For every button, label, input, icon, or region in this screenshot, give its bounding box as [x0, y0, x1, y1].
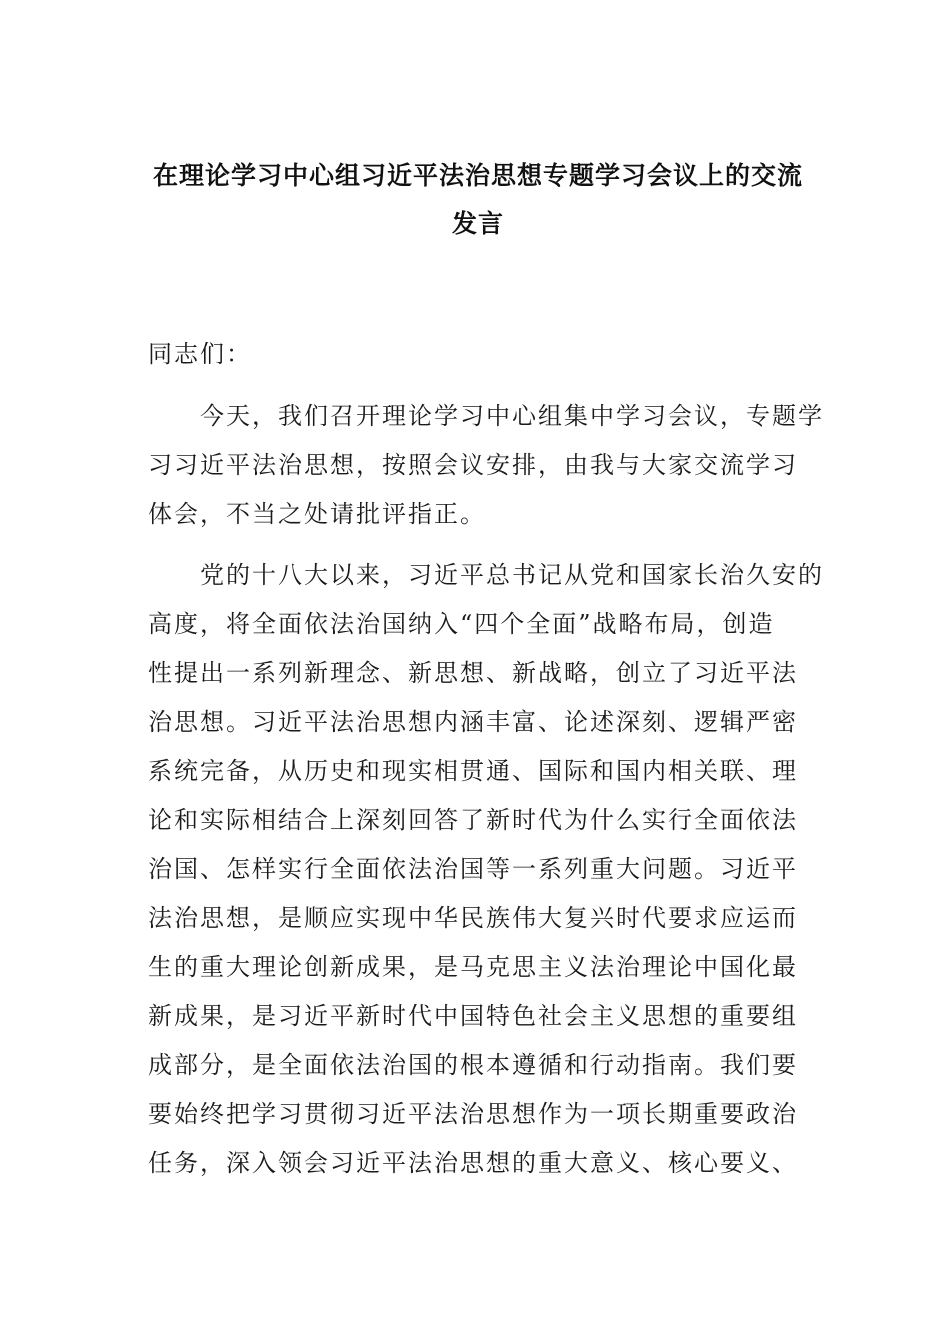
paragraph-line: 新成果，是习近平新时代中国特色社会主义思想的重要组 — [148, 1002, 798, 1030]
title-line-1: 在理论学习中心组习近平法治思想专题学习会议上的交流 — [152, 161, 803, 190]
paragraph-line: 党的十八大以来，习近平总书记从党和国家长治久安的 — [148, 561, 824, 589]
title-line-2: 发言 — [451, 209, 504, 238]
salutation: 同志们： — [148, 340, 252, 368]
paragraph-line: 法治思想，是顺应实现中华民族伟大复兴时代要求应运而 — [148, 904, 798, 932]
paragraph-line: 治国、怎样实行全面依法治国等一系列重大问题。习近平 — [148, 855, 798, 883]
paragraph-line: 要始终把学习贯彻习近平法治思想作为一项长期重要政治 — [148, 1100, 798, 1128]
paragraph-line: 生的重大理论创新成果，是马克思主义法治理论中国化最 — [148, 953, 798, 981]
paragraph-2 — [148, 551, 824, 1188]
paragraph-line: 治思想。习近平法治思想内涵丰富、论述深刻、逻辑严密 — [148, 708, 798, 736]
paragraph-line: 体会，不当之处请批评指正。 — [148, 500, 486, 528]
paragraph-line: 任务，深入领会习近平法治思想的重大意义、核心要义、 — [148, 1149, 798, 1177]
paragraph-line: 系统完备，从历史和现实相贯通、国际和国内相关联、理 — [148, 757, 798, 785]
paragraph-1 — [148, 392, 824, 539]
paragraph-line: 性提出一系列新理念、新思想、新战略，创立了习近平法 — [148, 659, 798, 687]
paragraph-line: 论和实际相结合上深刻回答了新时代为什么实行全面依法 — [148, 806, 798, 834]
document-body — [148, 330, 824, 1188]
document-title — [148, 152, 808, 248]
paragraph-line: 高度，将全面依法治国纳入“四个全面”战略布局，创造 — [148, 610, 775, 638]
paragraph-line: 习习近平法治思想，按照会议安排，由我与大家交流学习 — [148, 451, 798, 479]
paragraph-line: 成部分，是全面依法治国的根本遵循和行动指南。我们要 — [148, 1051, 798, 1079]
paragraph-line: 今天，我们召开理论学习中心组集中学习会议，专题学 — [148, 402, 824, 430]
